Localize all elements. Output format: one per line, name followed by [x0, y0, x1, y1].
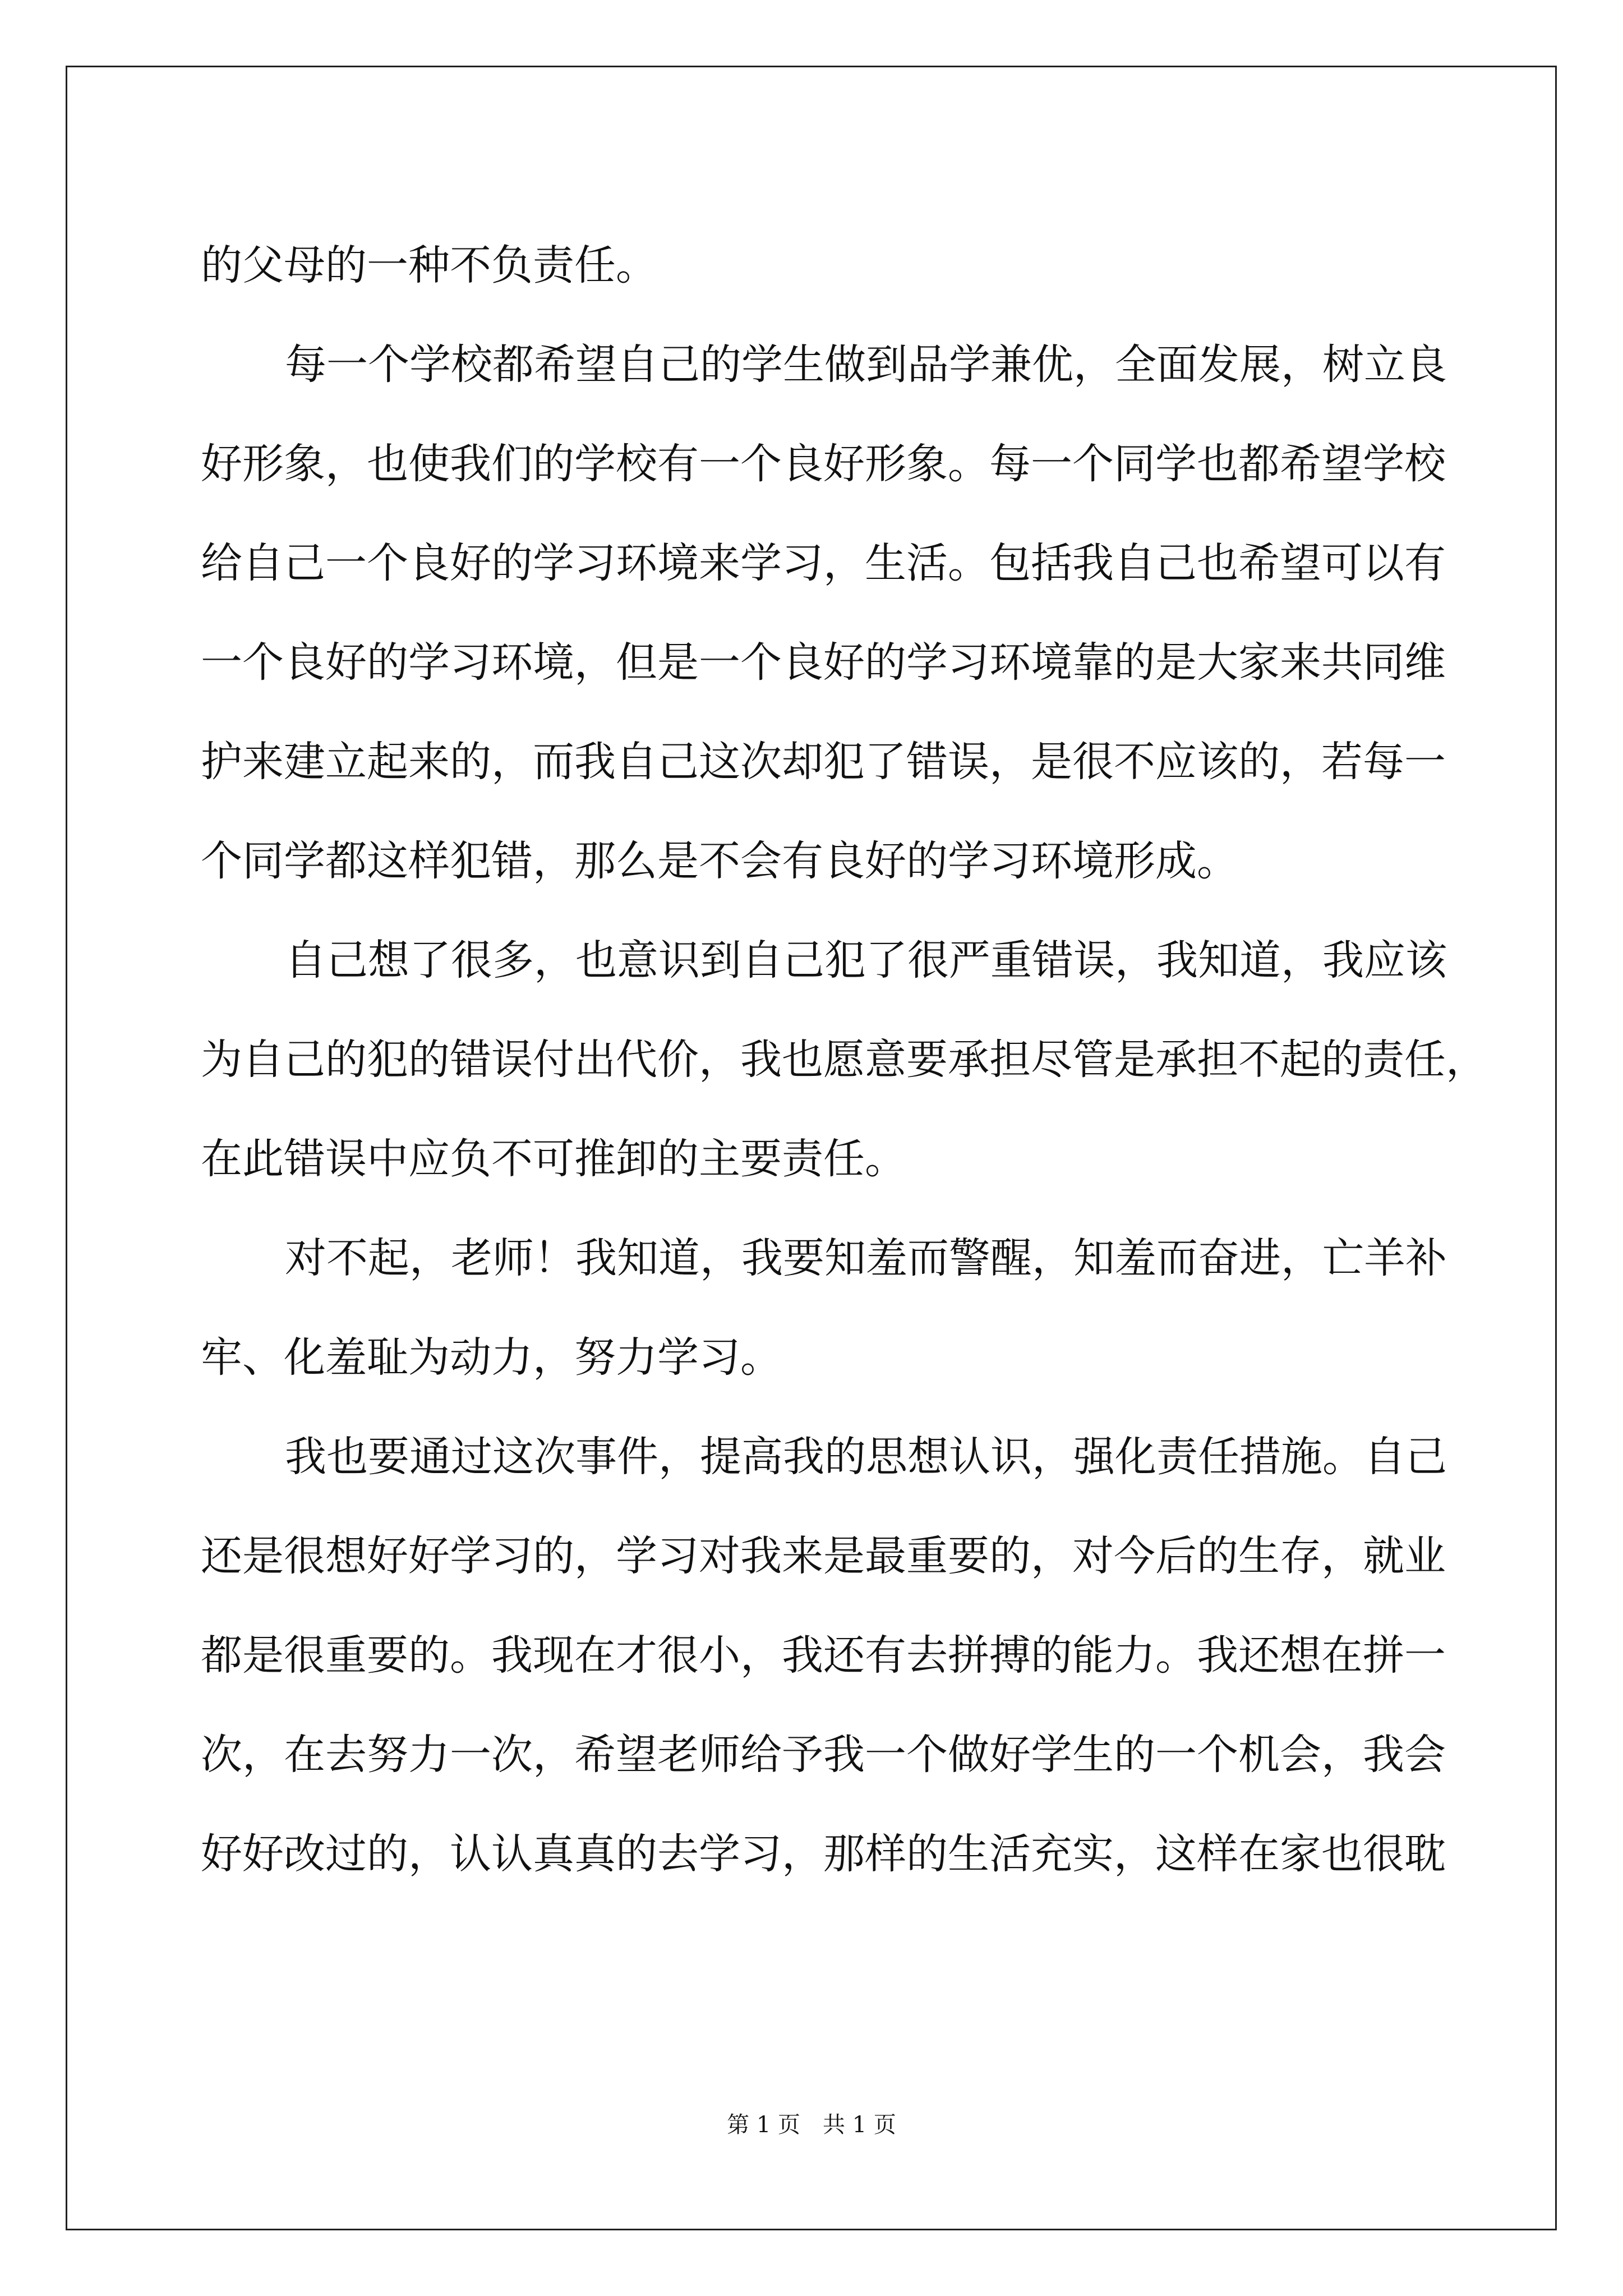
text-line: 个同学都这样犯错，那么是不会有良好的学习环境形成。: [201, 837, 1238, 885]
text-line: 好形象，也使我们的学校有一个良好形象。每一个同学也都希望学校: [201, 440, 1446, 488]
text-line: 我也要通过这次事件，提高我的思想认识，强化责任措施。自己: [285, 1433, 1447, 1481]
text-line: 次，在去努力一次，希望老师给予我一个做好学生的一个机会，我会: [201, 1731, 1446, 1779]
page-number-footer: 第 1 页 共 1 页: [727, 2112, 896, 2138]
text-line: 护来建立起来的，而我自己这次却犯了错误，是很不应该的，若每一: [201, 738, 1446, 786]
text-line: 都是很重要的。我现在才很小，我还有去拼搏的能力。我还想在拼一: [201, 1631, 1446, 1680]
text-line: 为自己的犯的错误付出代价，我也愿意要承担尽管是承担不起的责任，: [201, 1036, 1487, 1084]
text-line: 好好改过的，认认真真的去学习，那样的生活充实，这样在家也很耽: [201, 1830, 1446, 1878]
text-line: 一个良好的学习环境，但是一个良好的学习环境靠的是大家来共同维: [201, 638, 1446, 687]
text-line: 每一个学校都希望自己的学生做到品学兼优，全面发展，树立良: [285, 341, 1447, 389]
text-line: 在此错误中应负不可推卸的主要责任。: [201, 1135, 906, 1183]
text-line: 的父母的一种不负责任。: [201, 241, 657, 289]
text-line: 还是很想好好学习的，学习对我来是最重要的，对今后的生存，就业: [201, 1532, 1446, 1580]
text-line: 对不起，老师！我知道，我要知羞而警醒，知羞而奋进，亡羊补: [285, 1234, 1447, 1282]
document-body: [201, 216, 1487, 1904]
text-line: 牢、化羞耻为动力，努力学习。: [201, 1333, 782, 1382]
text-line: 给自己一个良好的学习环境来学习，生活。包括我自己也希望可以有: [201, 539, 1446, 587]
text-line: 自己想了很多，也意识到自己犯了很严重错误，我知道，我应该: [285, 936, 1447, 984]
